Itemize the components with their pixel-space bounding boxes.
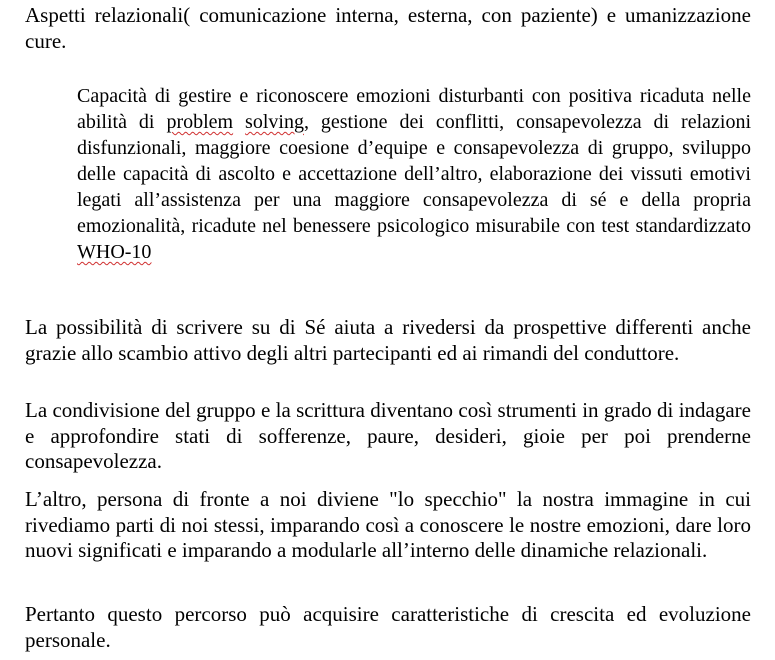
paragraph-4: Pertanto questo percorso può acquisire caratteristiche di crescita ed evoluzione personale. [25,602,751,652]
paragraph-1: La possibilità di scrivere su di Sé aiuta a rivedersi da prospettive differenti anche grazie allo scambio attivo degli altri partecipanti ed ai rimandi del conduttore. [25,315,751,365]
spellcheck-word-solving: solving [245,111,304,133]
paragraph-2: La condivisione del gruppo e la scrittura diventano così strumenti in grado di indagare e approfondire stati di sofferenze, paure, desideri, gioie per poi prenderne consapevolezza. [25,398,751,473]
intro-heading: Aspetti relazionali( comunicazione interna, esterna, con paziente) e umanizzazione cure. [25,3,751,53]
spellcheck-word-who10: WHO-10 [77,241,152,263]
indented-text-part1: Capacità di gestire e riconoscere emozioni disturbanti con positiva ricaduta nelle abilità di [77,85,751,133]
indented-text-part2: , gestione dei conflitti, consapevolezza di relazioni disfunzionali, maggiore coesione d’equipe e consapevolezza di gruppo, sviluppo delle capacità di ascolto e accettazione dell’altro, elaborazione dei vissuti emotivi legati all’assistenza per una maggiore consapevolezza di sé e della propria emozionalità, ricadute nel benessere psicologico misurabile con test standardizzato [77,111,752,237]
indented-paragraph [77,83,751,265]
paragraph-3: L’altro, persona di fronte a noi diviene "lo specchio" la nostra immagine in cui rivediamo parti di noi stessi, imparando così a conoscere le nostre emozioni, dare loro nuovi significati e imparando a modularle all’interno delle dinamiche relazionali. [25,487,751,562]
indented-space [233,111,245,133]
spellcheck-word-problem: problem [166,111,234,133]
